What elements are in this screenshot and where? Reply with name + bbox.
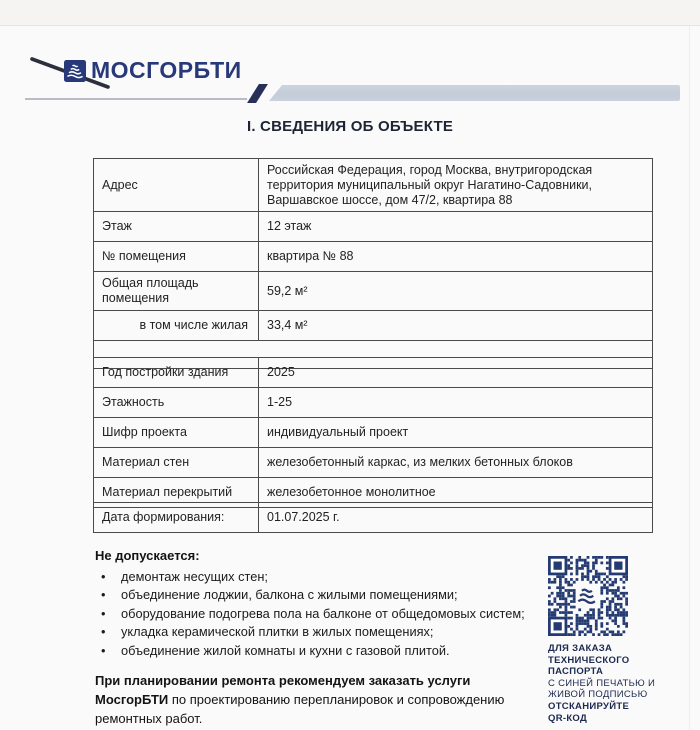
- row-label: в том числе жилая: [94, 310, 259, 340]
- qr-caption-line: ДЛЯ ЗАКАЗА: [548, 643, 613, 654]
- table-row: [94, 310, 653, 340]
- header-slash-accent: [247, 84, 268, 103]
- qr-caption: [548, 643, 668, 724]
- logo-wordmark: МОСГОРБТИ: [91, 57, 242, 83]
- row-value: железобетонное монолитное: [259, 478, 653, 508]
- table-row: [94, 388, 653, 418]
- row-label: Год постройки здания: [94, 358, 259, 388]
- table-row: [94, 358, 653, 388]
- qr-caption-line: ЖИВОЙ ПОДПИСЬЮ: [548, 689, 648, 701]
- formation-date-table: [93, 502, 653, 533]
- table-row: [94, 242, 653, 272]
- row-label: Материал стен: [94, 448, 259, 478]
- qr-caption-line: С СИНЕЙ ПЕЧАТЬЮ И: [548, 677, 656, 689]
- row-label: № помещения: [94, 242, 259, 272]
- table-row: [94, 159, 653, 212]
- row-value: индивидуальный проект: [259, 418, 653, 448]
- qr-caption-line: ОТСКАНИРУЙТЕ: [548, 700, 630, 712]
- table-row: [94, 272, 653, 311]
- promo-regular-text: по проектированию перепланировок и сопровождению ремонтных работ.: [95, 692, 505, 727]
- object-info-table: [93, 158, 653, 369]
- row-value: 33,4 м²: [259, 310, 653, 340]
- table-row: [94, 503, 653, 533]
- header-gradient-bar: [269, 85, 680, 101]
- row-value: 01.07.2025 г.: [259, 503, 653, 533]
- row-label: Общая площадь помещения: [94, 272, 259, 311]
- table-row: [94, 212, 653, 242]
- qr-caption-line: QR-КОД: [548, 712, 588, 724]
- qr-order-block: [548, 556, 668, 724]
- row-value: 59,2 м²: [259, 272, 653, 311]
- row-label: Адрес: [94, 159, 259, 212]
- list-item: • укладка керамической плитки в жилых помещениях;: [95, 623, 543, 641]
- promo-paragraph: [95, 671, 535, 728]
- row-label: Шифр проекта: [94, 418, 259, 448]
- list-item: • демонтаж несущих стен;: [95, 568, 543, 586]
- row-label: Материал перекрытий: [94, 478, 259, 508]
- section-title: I. СВЕДЕНИЯ ОБ ОБЪЕКТЕ: [246, 118, 454, 135]
- restrictions-section: [95, 548, 543, 728]
- row-label: Этаж: [94, 212, 259, 242]
- table-row: [94, 448, 653, 478]
- row-value: квартира № 88: [259, 242, 653, 272]
- qr-caption-line: ПАСПОРТА: [548, 666, 604, 678]
- list-item: • объединение лоджии, балкона с жилыми помещениями;: [95, 586, 543, 604]
- row-value: 12 этаж: [259, 212, 653, 242]
- restrictions-heading: Не допускается:: [95, 548, 200, 563]
- scan-page-top-edge: [0, 0, 700, 26]
- qr-code: [548, 556, 628, 636]
- row-value: 1-25: [259, 388, 653, 418]
- building-info-table: [93, 357, 653, 508]
- promo-bold-text: При планировании ремонта рекомендуем заказать услуги МосгорБТИ: [95, 673, 471, 708]
- qr-caption-line: ТЕХНИЧЕСКОГО: [548, 654, 630, 666]
- brand-waves-icon: [64, 60, 86, 82]
- list-item: • оборудование подогрева пола на балконе от общедомовых систем;: [95, 605, 543, 623]
- row-value: 2025: [259, 358, 653, 388]
- mosgorbti-logo: [64, 57, 242, 84]
- list-item: • объединение жилой комнаты и кухни с газовой плитой.: [95, 642, 543, 660]
- row-value: Российская Федерация, город Москва, внутригородская территория муниципальный округ Нагатино-Садовники, Варшавское шоссе, дом 47/2, квартира 88: [259, 159, 653, 212]
- table-row: [94, 418, 653, 448]
- row-label: Дата формирования:: [94, 503, 259, 533]
- row-label: Этажность: [94, 388, 259, 418]
- row-value: железобетонный каркас, из мелких бетонных блоков: [259, 448, 653, 478]
- header-thin-rule: [25, 98, 247, 100]
